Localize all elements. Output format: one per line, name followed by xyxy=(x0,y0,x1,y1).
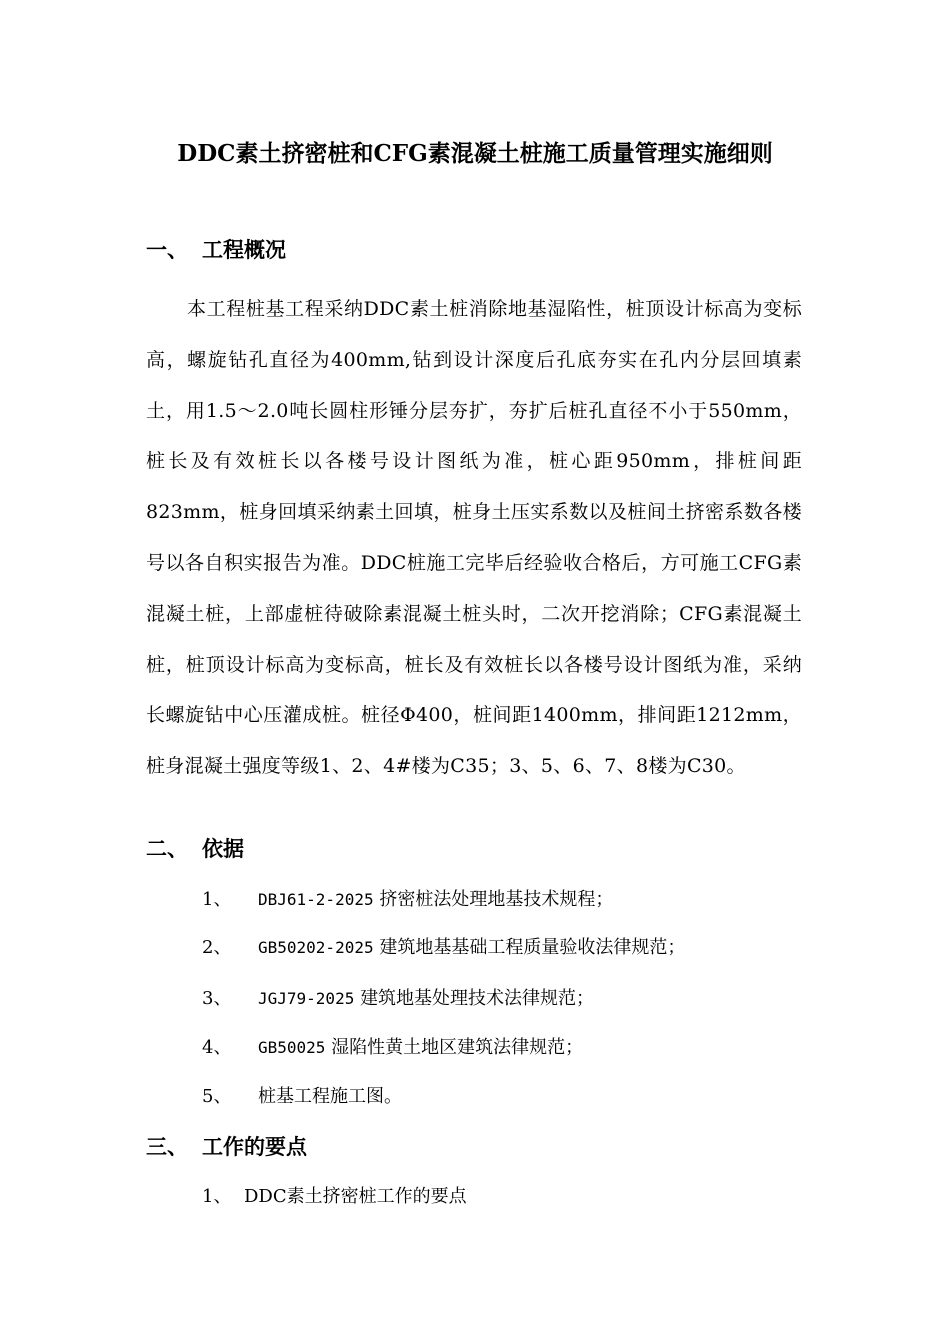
section-number: 二、 xyxy=(146,836,188,861)
standard-name: 湿陷性黄土地区建筑法律规范； xyxy=(331,1037,584,1058)
section-title: 依据 xyxy=(202,836,244,861)
section-title: 工作的要点 xyxy=(202,1134,307,1159)
basis-item-5 xyxy=(202,1083,402,1111)
basis-item-3 xyxy=(202,985,594,1013)
list-number: 1、 xyxy=(202,1186,232,1207)
standard-name: 建筑地基基础工程质量验收法律规范； xyxy=(379,937,686,958)
standard-code: DBJ61-2-2025 xyxy=(258,890,374,909)
standard-name: 桩基工程施工图。 xyxy=(258,1086,402,1107)
section-title: 工程概况 xyxy=(202,237,286,262)
section-heading-basis xyxy=(146,834,244,864)
list-number: 5、 xyxy=(202,1086,232,1107)
standard-name: 挤密桩法处理地基技术规程； xyxy=(379,889,614,910)
section-number: 三、 xyxy=(146,1134,188,1159)
section-number: 一、 xyxy=(146,237,188,262)
section-heading-key-points xyxy=(146,1132,307,1162)
list-number: 4、 xyxy=(202,1037,232,1058)
list-number: 1、 xyxy=(202,889,232,910)
standard-name: 建筑地基处理技术法律规范； xyxy=(360,988,595,1009)
standard-code: GB50202-2025 xyxy=(258,938,374,957)
list-number: 2、 xyxy=(202,937,232,958)
section-heading-overview xyxy=(146,235,286,265)
document-title: DDC素土挤密桩和CFG素混凝土桩施工质量管理实施细则 xyxy=(177,140,773,167)
basis-item-1 xyxy=(202,886,613,914)
standard-code: JGJ79-2025 xyxy=(258,989,355,1008)
key-point-item-1 xyxy=(202,1183,467,1211)
list-number: 3、 xyxy=(202,988,232,1009)
basis-item-2 xyxy=(202,934,685,962)
overview-paragraph: 本工程桩基工程采纳DDC素土桩消除地基湿陷性，桩顶设计标高为变标高，螺旋钻孔直径为400mm,钻到设计深度后孔底夯实在孔内分层回填素土，用1.5～2.0吨长圆柱形锤分层夯扩，夯扩后桩孔直径不小于550mm，桩长及有效桩长以各楼号设计图纸为准，桩心距950mm，排桩间距823mm，桩身回填采纳素土回填，桩身土压实系数以及桩间土挤密系数各楼号以各自积实报告为准。DDC桩施工完毕后经验收合格后，方可施工CFG素混凝土桩，上部虚桩待破除素混凝土桩头时，二次开挖消除；CFG素混凝土桩，桩顶设计标高为变标高，桩长及有效桩长以各楼号设计图纸为准，采纳长螺旋钻中心压灌成桩。桩径Φ400，桩间距1400mm，排间距1212mm，桩身混凝土强度等级1、2、4#楼为C35；3、5、6、7、8楼为C30。 xyxy=(146,298,802,778)
standard-code: GB50025 xyxy=(258,1038,326,1057)
key-point-title: DDC素土挤密桩工作的要点 xyxy=(244,1186,467,1207)
basis-item-4 xyxy=(202,1034,583,1062)
